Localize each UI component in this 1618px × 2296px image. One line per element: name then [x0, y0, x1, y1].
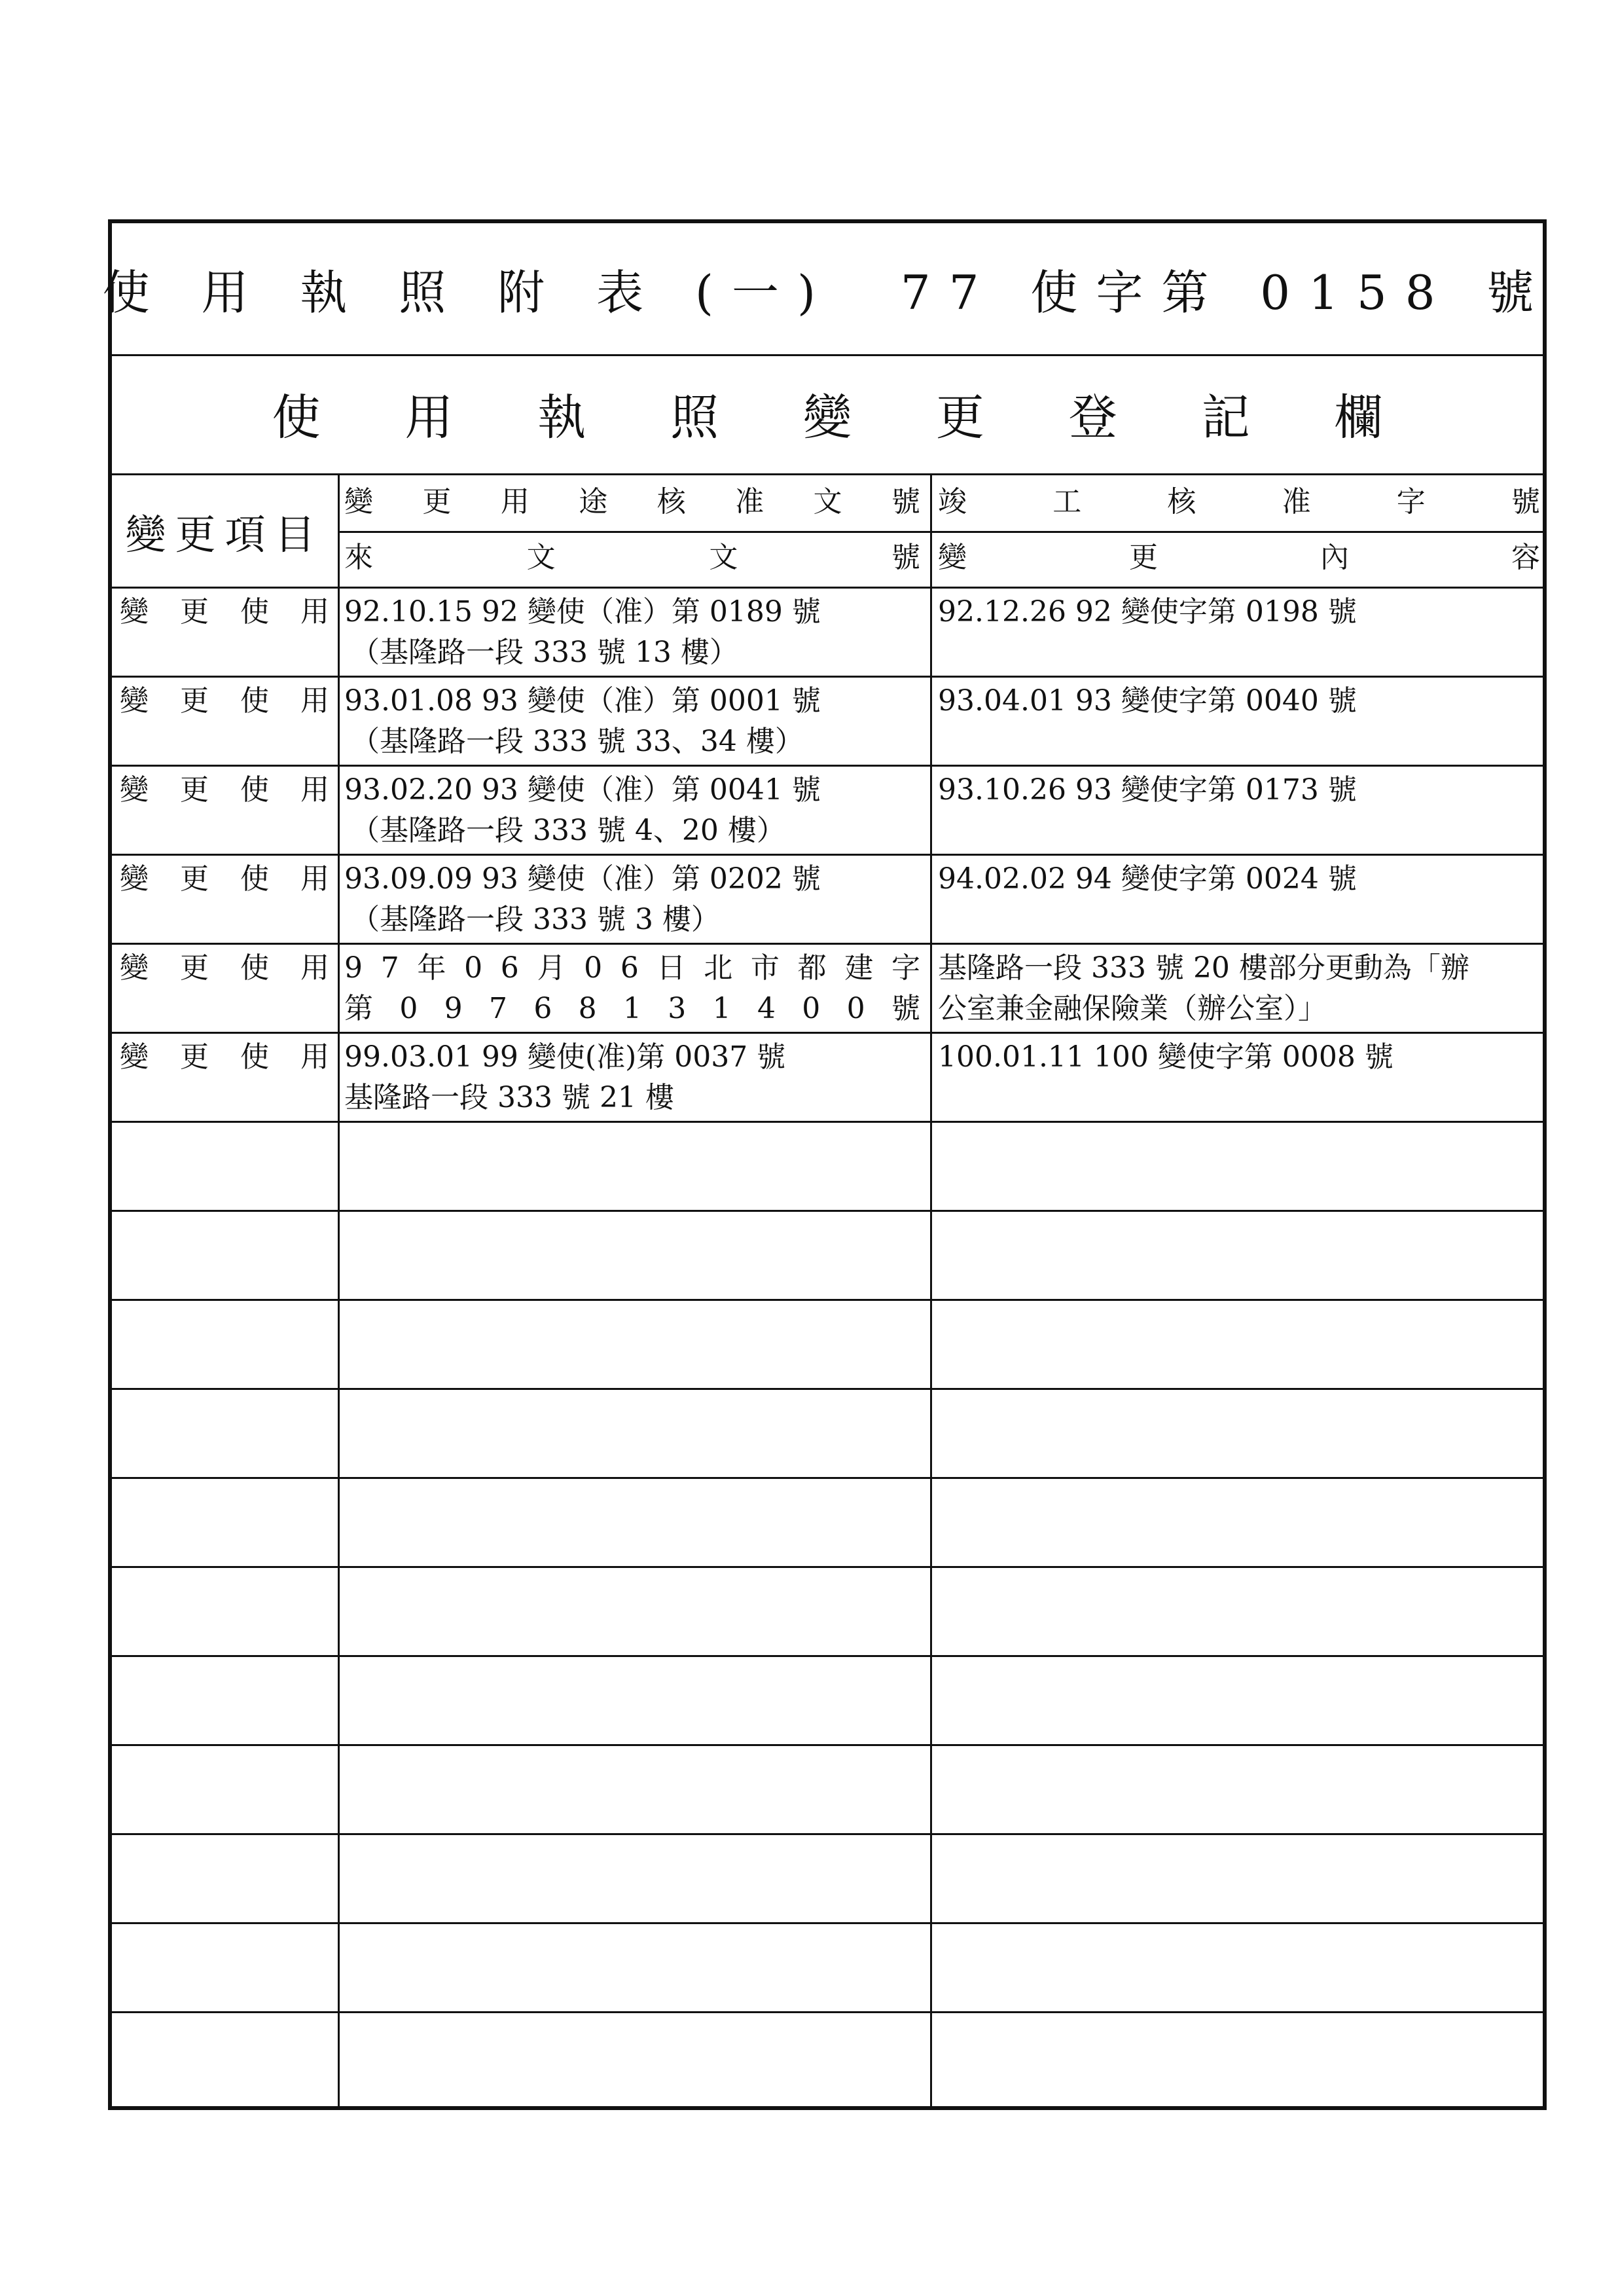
subtitle-char: 變: [802, 390, 852, 446]
table-row-item: 變 更 使 用: [120, 1040, 329, 1074]
subtitle-char: 使: [272, 390, 321, 446]
row-divider: [112, 943, 1543, 945]
approval-doc-line: 92.10.15 92 變使（准）第 0189 號: [344, 595, 821, 629]
column-divider: [338, 475, 340, 2106]
form-subtitle: [112, 354, 1543, 475]
row-divider: [112, 1032, 1543, 1034]
incoming-doc-number: 第 0 9 7 6 8 1 3 1 4 0 0 號: [344, 992, 920, 1025]
subtitle-char: 更: [935, 390, 984, 446]
header-item: 變更項目: [125, 510, 325, 558]
header-change-content: 變 更 內 容: [938, 541, 1540, 574]
approval-doc-line: 99.03.01 99 變使(准)第 0037 號: [344, 1040, 786, 1074]
table-row-item: 變 更 使 用: [120, 595, 329, 629]
header-completion-no: 竣 工 核 准 字 號: [938, 485, 1540, 519]
approval-doc-line: 93.09.09 93 變使（准）第 0202 號: [344, 862, 821, 896]
approval-doc-address: （基隆路一段 333 號 4、20 樓）: [351, 814, 785, 847]
table-row-item: 變 更 使 用: [120, 684, 329, 718]
incoming-doc-line: 9 7 年 0 6 月 0 6 日 北 市 都 建 字: [344, 951, 920, 985]
approval-doc-line: 93.01.08 93 變使（准）第 0001 號: [344, 684, 821, 718]
row-divider: [112, 1566, 1543, 1568]
row-divider: [112, 1299, 1543, 1301]
row-divider: [112, 2011, 1543, 2013]
form-title: 使 用 執 照 附 表 (一) 77 使字第 0158 號: [112, 223, 1543, 356]
row-divider: [112, 854, 1543, 856]
subtitle-char: 照: [670, 390, 719, 446]
subtitle-char: 欄: [1334, 390, 1383, 446]
row-divider: [112, 1655, 1543, 1657]
approval-doc-address: （基隆路一段 333 號 3 樓）: [351, 903, 720, 936]
table-row-item: 變 更 使 用: [120, 951, 329, 985]
header-divider: [338, 531, 1543, 533]
completion-doc-line: 93.10.26 93 變使字第 0173 號: [938, 773, 1357, 807]
completion-doc-line: 100.01.11 100 變使字第 0008 號: [938, 1040, 1393, 1074]
approval-doc-address: （基隆路一段 333 號 13 樓）: [351, 636, 738, 669]
row-divider: [112, 1922, 1543, 1924]
row-divider: [112, 765, 1543, 767]
completion-doc-line: 94.02.02 94 變使字第 0024 號: [938, 862, 1357, 896]
subtitle-char: 執: [537, 390, 586, 446]
table-row-item: 變 更 使 用: [120, 862, 329, 896]
column-divider: [930, 475, 932, 2106]
license-form: [102, 219, 1553, 2110]
row-divider: [112, 1744, 1543, 1746]
subtitle-char: 用: [404, 390, 454, 446]
row-divider: [112, 1833, 1543, 1835]
header-incoming-doc: 來 文 文 號: [344, 541, 920, 574]
row-divider: [112, 1388, 1543, 1390]
row-divider: [112, 676, 1543, 678]
row-divider: [112, 1210, 1543, 1212]
subtitle-char: 記: [1201, 390, 1250, 446]
approval-doc-address: 基隆路一段 333 號 21 樓: [344, 1081, 674, 1114]
change-content-line: 公室兼金融保險業（辦公室）」: [938, 992, 1327, 1025]
row-divider: [112, 1121, 1543, 1123]
approval-doc-line: 93.02.20 93 變使（准）第 0041 號: [344, 773, 821, 807]
row-divider: [112, 587, 1543, 589]
approval-doc-address: （基隆路一段 333 號 33、34 樓）: [351, 725, 804, 758]
completion-doc-line: 92.12.26 92 變使字第 0198 號: [938, 595, 1357, 629]
change-content-line: 基隆路一段 333 號 20 樓部分更動為「辦: [938, 951, 1469, 985]
table-row-item: 變 更 使 用: [120, 773, 329, 807]
subtitle-char: 登: [1068, 390, 1117, 446]
row-divider: [112, 1477, 1543, 1479]
header-approval-no: 變 更 用 途 核 准 文 號: [344, 485, 920, 519]
completion-doc-line: 93.04.01 93 變使字第 0040 號: [938, 684, 1357, 718]
